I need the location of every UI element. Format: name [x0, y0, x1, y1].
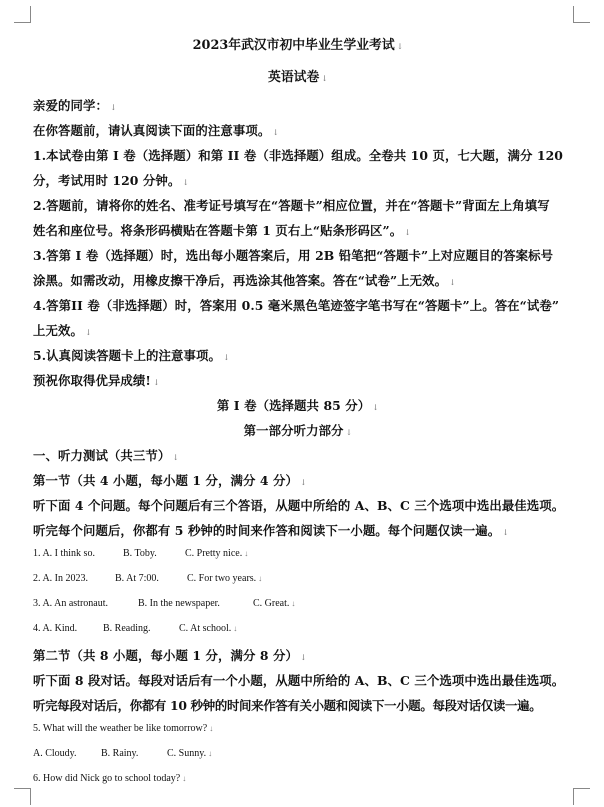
q1-option-c: C. Pretty nice.: [185, 548, 243, 559]
q4-option-a: 4. A. Kind.: [33, 623, 78, 634]
note-2-line-2: 姓名和座位号。将条形码横贴在答题卡第 1 页右上“贴条形码区”。 ↓: [33, 223, 412, 238]
q3-option-b: B. In the newspaper.: [138, 598, 220, 609]
q1-option-b: B. Toby.: [123, 548, 157, 559]
note-5: 5.认真阅读答题卡上的注意事项。 ↓: [33, 348, 230, 363]
question-2: 2. A. In 2023. B. At 7:00. C. For two years. ↓: [33, 573, 263, 584]
exam-subtitle: 英语试卷 ↓: [268, 70, 328, 85]
question-4: 4. A. Kind. B. Reading. C. At school. ↓: [33, 623, 238, 634]
section-2-heading: 第二节（共 8 小题，每小题 1 分，满分 8 分） ↓: [33, 648, 307, 663]
question-6: 6. How did Nick go to school today? ↓: [33, 773, 187, 784]
volume-title: 第 I 卷（选择题共 85 分） ↓: [216, 398, 380, 413]
q5-option-b: B. Rainy.: [101, 748, 139, 759]
corner-mark-bottom-right: [573, 788, 590, 805]
q4-option-b: B. Reading.: [103, 623, 151, 634]
question-1: 1. A. I think so. B. Toby. C. Pretty nice. ↓: [33, 548, 249, 559]
q2-option-a: 2. A. In 2023.: [33, 573, 88, 584]
section-2-instruction-2: 听完每段对话后，你都有 10 秒钟的时间来作答有关小题和阅读下一小题。每段对话仅读一遍。: [33, 698, 542, 713]
q2-option-c: C. For two years.: [187, 573, 257, 584]
section-1-instruction-1: 听下面 4 个问题。每个问题后有三个答语，从题中所给的 A、B、C 三个选项中选出最佳选项。: [33, 498, 565, 513]
q4-option-c: C. At school.: [179, 623, 232, 634]
q5-option-c: C. Sunny.: [167, 748, 207, 759]
exam-title: 2023年武汉市初中毕业生学业考试 ↓: [192, 38, 404, 53]
q3-option-c: C. Great.: [253, 598, 290, 609]
section-title: 一、听力测试（共三节） ↓: [33, 448, 180, 463]
section-1-instruction-2: 听完每个问题后，你都有 5 秒钟的时间来作答和阅读下一小题。每个问题仅读一遍。 ↓: [33, 523, 510, 538]
note-4-line-1: 4.答第II 卷（非选择题）时，答案用 0.5 毫米黑色笔迹签字笔书写在“答题卡”上。答在“试卷”: [33, 298, 560, 313]
note-3-line-2: 涂黑。如需改动，用橡皮擦干净后，再选涂其他答案。答在“试卷”上无效。 ↓: [33, 273, 456, 288]
section-2-instruction-1: 听下面 8 段对话。每段对话后有一个小题，从题中所给的 A、B、C 三个选项中选出最佳选项。: [33, 673, 565, 688]
note-1-line-1: 1.本试卷由第 I 卷（选择题）和第 II 卷（非选择题）组成。全卷共 10 页，七大题，满分 120: [33, 148, 564, 163]
note-1-line-2: 分，考试用时 120 分钟。 ↓: [33, 173, 190, 188]
q2-option-b: B. At 7:00.: [115, 573, 159, 584]
part-title: 第一部分听力部分 ↓: [243, 423, 353, 438]
note-2-line-1: 2.答题前，请将你的姓名、准考证号填写在“答题卡”相应位置，并在“答题卡”背面左上角填写: [33, 198, 550, 213]
greeting: 亲爱的同学： ↓: [33, 98, 117, 113]
q1-option-a: 1. A. I think so.: [33, 548, 95, 559]
intro-text: 在你答题前，请认真阅读下面的注意事项。 ↓: [33, 123, 280, 138]
corner-mark-top-left: [14, 6, 31, 23]
wish-text: 预祝你取得优异成绩! ↓: [33, 373, 160, 388]
question-3: 3. A. An astronaut. B. In the newspaper. C. Great. ↓: [33, 598, 296, 609]
note-3-line-1: 3.答第 I 卷（选择题）时，选出每小题答案后，用 2B 铅笔把“答题卡”上对应题目的答案标号: [33, 248, 554, 263]
q3-option-a: 3. A. An astronaut.: [33, 598, 108, 609]
section-1-heading: 第一节（共 4 小题，每小题 1 分，满分 4 分） ↓: [33, 473, 307, 488]
question-5: 5. What will the weather be like tomorrow? ↓: [33, 723, 214, 734]
q5-option-a: A. Cloudy.: [33, 748, 77, 759]
note-4-line-2: 上无效。 ↓: [33, 323, 92, 338]
corner-mark-bottom-left: [14, 788, 31, 805]
corner-mark-top-right: [573, 6, 590, 23]
question-5-options: A. Cloudy. B. Rainy. C. Sunny. ↓: [33, 748, 213, 759]
